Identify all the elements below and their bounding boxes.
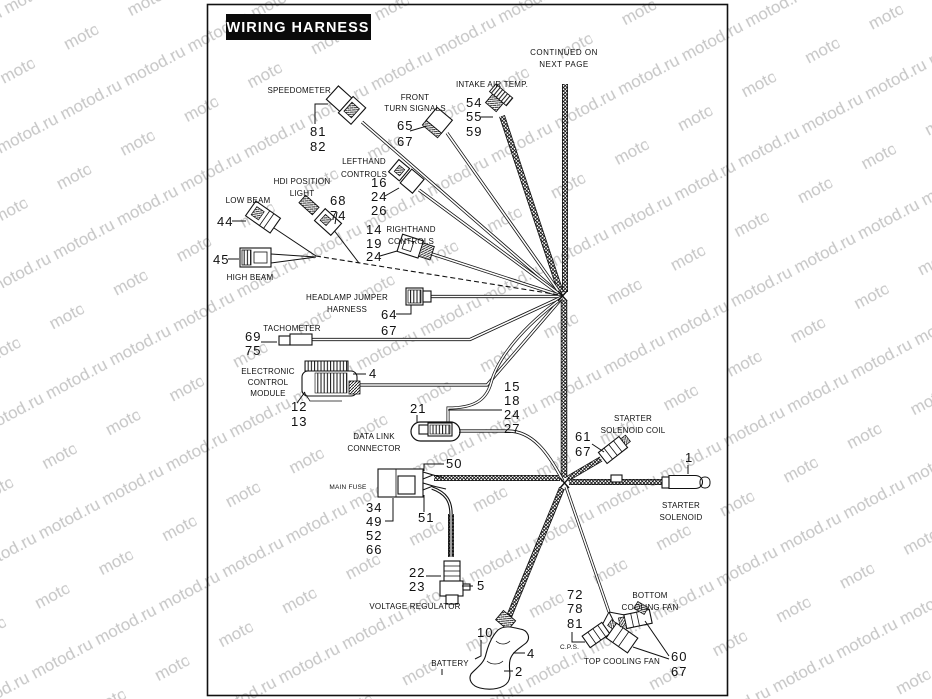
ref-lefthand-0: 16 [371, 175, 388, 190]
ref-bundle-3: 27 [504, 421, 521, 436]
ref-tachometer-0: 69 [245, 329, 262, 344]
connector-tachometer [279, 334, 312, 345]
ref-intake-2: 59 [466, 124, 483, 139]
ref-headlamp-0: 64 [381, 307, 398, 322]
label-top-cooling-fan: TOP COOLING FAN [583, 657, 661, 666]
ref-ecm-2: 13 [291, 414, 308, 429]
ref-intake-1: 55 [466, 109, 483, 124]
ref-headlamp-1: 67 [381, 323, 398, 338]
label-bottom-cooling-fan-2: COOLING FAN [621, 603, 679, 612]
label-data-link-1: DATA LINK [353, 432, 395, 441]
ref-main-fuse-51: 51 [418, 510, 435, 525]
label-cps: C.P.S. [560, 644, 580, 651]
connector-high-beam [240, 248, 271, 267]
ref-intake-0: 54 [466, 95, 483, 110]
label-speedometer: SPEEDOMETER [267, 86, 331, 95]
label-tachometer: TACHOMETER [263, 324, 321, 333]
ref-bundle-1: 18 [504, 393, 521, 408]
ref-tachometer-1: 75 [245, 343, 262, 358]
continued-note-line1: CONTINUED ON [530, 48, 598, 57]
ref-battery-10: 10 [477, 625, 494, 640]
label-front-turn-signals-2: TURN SIGNALS [384, 104, 446, 113]
label-ecm-2: CONTROL [247, 378, 289, 387]
ref-main-fuse-66: 66 [366, 542, 383, 557]
ref-vreg-23: 23 [409, 579, 426, 594]
ref-fans-60: 60 [671, 649, 688, 664]
continued-note-line2: NEXT PAGE [539, 60, 589, 69]
ref-lefthand-1: 24 [371, 189, 388, 204]
ref-vreg-5: 5 [477, 578, 486, 593]
ref-main-fuse-49: 49 [366, 514, 383, 529]
ref-main-fuse-52: 52 [366, 528, 383, 543]
ref-righthand-0: 14 [366, 222, 383, 237]
label-headlamp-jumper-2: HARNESS [326, 305, 368, 314]
label-battery: BATTERY [431, 659, 469, 668]
label-hdi-position-light-2: LIGHT [289, 189, 315, 198]
label-starter-solenoid-coil-2: SOLENOID COIL [600, 426, 666, 435]
ref-battery-2: 2 [515, 664, 524, 679]
ref-vreg-22: 22 [409, 565, 426, 580]
ref-low-beam-0: 44 [217, 214, 234, 229]
ref-hdi-0: 68 [330, 193, 347, 208]
label-starter-solenoid-coil-1: STARTER [614, 414, 652, 423]
label-bottom-cooling-fan-1: BOTTOM [632, 591, 668, 600]
ref-data-link-0: 21 [410, 401, 427, 416]
label-voltage-regulator: VOLTAGE REGULATOR [369, 602, 461, 611]
ref-speedometer-1: 82 [310, 139, 327, 154]
ref-main-fuse-34: 34 [366, 500, 383, 515]
connector-headlamp-jumper [406, 288, 431, 305]
ref-starter-solenoid-0: 1 [685, 450, 694, 465]
ref-righthand-1: 19 [366, 236, 383, 251]
label-righthand-controls-2: CONTROLS [387, 237, 435, 246]
label-high-beam: HIGH BEAM [226, 273, 274, 282]
ref-cps-78: 78 [567, 601, 584, 616]
label-front-turn-signals-1: FRONT [400, 93, 430, 102]
ref-coil-1: 67 [575, 444, 592, 459]
page-title: WIRING HARNESS [226, 20, 370, 36]
label-low-beam: LOW BEAM [225, 196, 271, 205]
label-starter-solenoid-1: STARTER [662, 501, 700, 510]
ref-fans-67: 67 [671, 664, 688, 679]
label-starter-solenoid-2: SOLENOID [659, 513, 703, 522]
ref-front-turn-1: 67 [397, 134, 414, 149]
label-ecm-3: MODULE [250, 389, 286, 398]
label-intake-air-temp: INTAKE AIR TEMP. [455, 80, 529, 89]
ref-front-turn-0: 65 [397, 118, 414, 133]
label-data-link-2: CONNECTOR [347, 444, 401, 453]
label-headlamp-jumper-1: HEADLAMP JUMPER [306, 293, 388, 302]
ref-coil-0: 61 [575, 429, 592, 444]
ref-battery-4: 4 [527, 646, 536, 661]
label-main-fuse: MAIN FUSE [329, 484, 367, 491]
ref-speedometer-0: 81 [310, 124, 327, 139]
ref-ecm-0: 4 [369, 366, 378, 381]
label-righthand-controls-1: RIGHTHAND [386, 225, 436, 234]
title-box [226, 14, 371, 40]
label-ecm-1: ELECTRONIC [241, 367, 295, 376]
ref-ecm-1: 12 [291, 399, 308, 414]
ref-high-beam-0: 45 [213, 252, 230, 267]
ref-lefthand-2: 26 [371, 203, 388, 218]
ref-hdi-1: 74 [330, 208, 347, 223]
ref-main-fuse-50: 50 [446, 456, 463, 471]
ref-bundle-0: 15 [504, 379, 521, 394]
label-lefthand-controls-1: LEFTHAND [342, 157, 386, 166]
label-lefthand-controls-2: CONTROLS [340, 170, 388, 179]
ref-cps-81: 81 [567, 616, 584, 631]
ref-bundle-2: 24 [504, 407, 521, 422]
ref-cps-72: 72 [567, 587, 584, 602]
ref-righthand-2: 24 [366, 249, 383, 264]
label-hdi-position-light-1: HDI POSITION [273, 177, 331, 186]
